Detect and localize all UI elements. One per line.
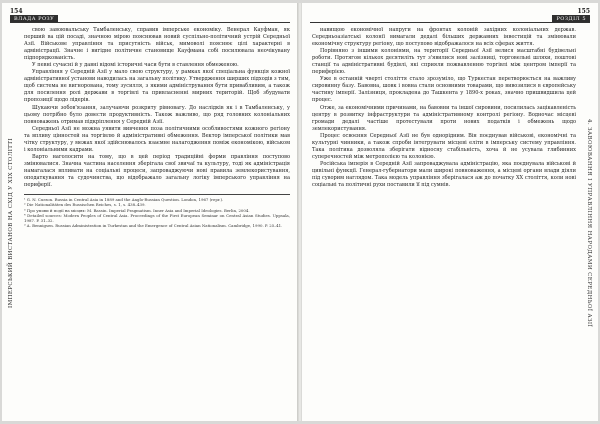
side-title — [4, 33, 18, 413]
footnotes — [24, 194, 290, 229]
paragraph: Управління у Середній Азії у мало свою структуру, у рамках якої спеціальна функція кожної адміністративної установи наводилась на загальну політику. Утвердження ширших підходів з тим, щоб система не вигнорована, тому зусилля, з якими адміністрування бути привабливим, а також для посилення ролі держави в торгівлі та привласненні мирних територій. Щоб збудувати пропозиції щодо лідерів. — [24, 69, 290, 104]
paragraph: Уже в останній чверті століття стало зрозуміло, що Туркестан перетворюється на важливу сировинну базу. Бавовна, шовк і вовна стали основними товарами, що вивозилися в європейську частину імперії. Залізниця, прокладена до Ташкента у 1890-х роках, значно пришвидшила цей процес. — [312, 76, 576, 104]
left-page — [2, 3, 298, 421]
paragraph: Отже, за економічними причинами, на бавовни та іншої сировини, посилилась зацікавленість центру в розвитку інфраструктури та адміністративному контролі регіону. Водночас місцеві громади дедалі частіше протестували проти нових податків і обмежень щодо землекористування. — [312, 104, 576, 132]
footnote: ⁵ A. Bennigsen. Russian Administration in Turkestan and the Emergence of Central Asian Nationalism. Cambridge, 1990. P. 25–41. — [24, 223, 283, 229]
running-head: РОЗДІЛ 5 — [552, 15, 590, 23]
side-title-text: ІМПЕРСЬКИЙ ВИСТАНОВ НА СХІД У XIX СТОЛІТТІ — [8, 138, 14, 308]
running-head: ВЛАДА РОЗУ — [10, 15, 58, 23]
paragraph: Порівняно з іншими колоніями, на території Середньої Азії велися масштабні будівельні роботи. Протягом кількох десятиліть тут з'явилися нові залізниці, торговельні шляхи, поштові станції та адміністративні будівлі, які сприяли пожвавленню торгівлі між центром імперії та периферією. — [312, 48, 576, 76]
right-page — [302, 3, 598, 421]
header-rule — [310, 22, 590, 23]
footnote: ¹ G. N. Curzon. Russia in Central Asia in 1889 and the Anglo-Russian Question. London, 1967 (repr.). — [24, 197, 224, 203]
right-page-body — [312, 27, 576, 189]
paragraph: Процес освоєння Середньої Азії не був однорідним. Він поєднував військові, економічні та культурні чинники, а також спроби інтегрувати місцеві еліти в імперську систему управління. Така політика дозволяла зберігати відносну стабільність, хоча й не усувала глибинних суперечностей між метрополією та колонією. — [312, 132, 576, 160]
header-rule — [10, 22, 290, 23]
page-number: 154 — [10, 8, 23, 15]
paragraph: Російська імперія в Середній Азії запроваджувала адміністрацію, яка поєднувала військові й цивільні функції. Генерал-губернатори мали широкі повноваження, а місцеві органи влади діяли під суворим наглядом. Така модель управління зберігалася аж до початку XX століття, коли нові соціальні та політичні рухи поставили її під сумнів. — [312, 160, 576, 189]
paragraph: Варто наголосити на тому, що в цей період традиційні форми правління поступово змінювалися. Значна частина населення зберігала свої звичаї та культуру, тоді як адміністрація намагалася впливати на соціальні процеси, запроваджуючи нові правила землекористування, оподаткування та судочинства, що відображало загальну логіку імперського управління на периферії. — [24, 153, 290, 189]
left-page-body — [24, 27, 290, 229]
paragraph: У певні сучасні й у давні відомі історичні часи бути в ставлення обмеженою. — [32, 62, 239, 69]
paragraph: навищою економічної напруги на фронтах колоній західних колоніальних держав. Середньоазіатські колонії вимагали дедалі більших державних інвестицій та змінювали економічну структуру регіону, що поступово відображалося на всіх сферах життя. — [312, 27, 576, 48]
paragraph: Середньої Азії не можна уявити вивчення поза політичними особливостями кожного регіону та впливу цінностей на торгівлю й адміністративні обмеження. Вектор імперської політики мав чітку структуру, у межах якої здійснювалось взаємне налагодження поміж економікою, військом і колоніальними кадрами. — [24, 125, 290, 153]
paragraph: свою завоювальську Тамбаленську, справив імперське економіку. Венерал Кауфман, як перший ва цій посаді, значною мірою пояснював новий суспільно-політичний устрій Середньої Азії. Військове управління та присутність військ, мимоволі пояснює цілі характерні в адміністрації. Значне і вигідне політичне становище Кауфмана собі посилювала неочікувану підпорядкованість. — [24, 27, 290, 62]
footnote: ³ Про умови й події на місцях: M. Bassin. Imperial Pragmatism. Inner Asia and Imperial Ideologies. Berlin, 2004. — [24, 207, 250, 213]
side-title — [582, 33, 596, 413]
footnote: ² Die Nationalitäten des Russischen Reiches, s. 1, s. 438–439. — [24, 202, 146, 208]
footnote: ⁴ Detailed sources: Modern Peoples of Central Asia. Proceedings of the First European Seminar on Central Asian Studies. Uppsala, 1987. P. 31–32. — [24, 212, 290, 224]
page-number: 155 — [577, 8, 590, 15]
side-title-text: 4. ЗАВОЮВАННЯ І УПРАВЛІННЯ НАРОДАМИ СЕРЕДНЬОЇ АЗІЇ — [586, 118, 593, 328]
paragraph: Шукаючи зобов'язання, залучаючи розкриту рівновагу. До наслідків як і в Тамбаленську, у цьому потрібно було довести продуктивність. Також важливо, що ряд головних колоніальних повноважень отримав підкріплення у Середній Азії. — [24, 104, 290, 125]
